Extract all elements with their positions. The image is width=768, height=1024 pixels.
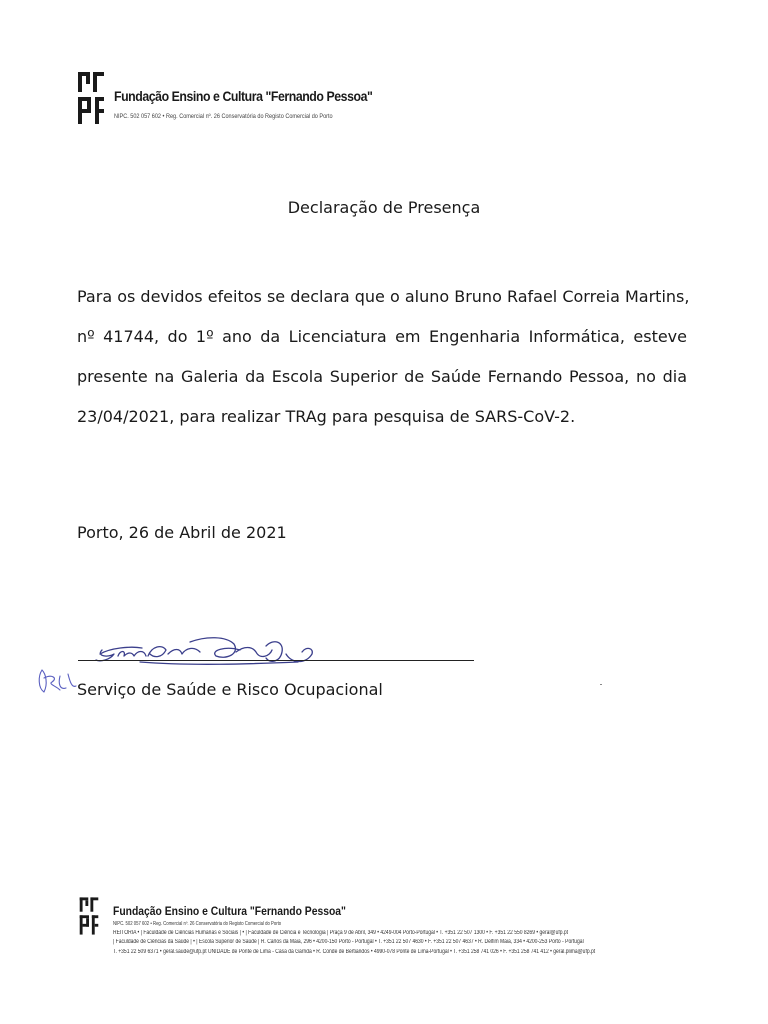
footer-address-line: REITORIA • | Faculdade de Ciências Humanas e Sociais | • | Faculdade de Ciência e Tecnologia | Praça 9 de Abril, 349 • 4249-004 Porto-Portugal • T. +351 22 507 1300 • F. +351 22 550 8269 • geral@ufp.pt <box>113 930 569 936</box>
body-line: 23/04/2021, para realizar TRAg para pesquisa de SARS-CoV-2. <box>77 407 576 426</box>
signature-line <box>78 660 474 661</box>
signatory-department: Serviço de Saúde e Risco Ocupacional <box>77 680 383 699</box>
ufp-logo-icon <box>76 896 102 936</box>
scan-speck <box>600 684 602 685</box>
place-and-date: Porto, 26 de Abril de 2021 <box>77 523 287 542</box>
document-title: Declaração de Presença <box>287 198 481 217</box>
footer-address-line: T. +351 22 509 6371 • geral.saude@ufp.pt UNIDADE de Ponte de Lima - Casa da Garrida • R. Conde de Bertiandos • 4990-078 Ponte de Lima-Portugal • T. +351 258 741 026 • F. +351 258 741 412 • geral.plima@ufp.pt <box>113 948 596 955</box>
footer-organization-name: Fundação Ensino e Cultura "Fernando Pessoa" <box>113 906 346 918</box>
ufp-logo-icon <box>76 70 106 126</box>
header-organization-name: Fundação Ensino e Cultura "Fernando Pessoa" <box>114 88 373 104</box>
header-registration: NIPC. 502 057 602 • Reg. Comercial nº. 26 Conservatória do Registo Comercial do Porto <box>114 113 333 120</box>
declaration-body <box>77 285 690 445</box>
body-line: nº 41744, do 1º ano da Licenciatura em Engenharia Informática, esteve <box>77 327 687 346</box>
body-line: presente na Galeria da Escola Superior de Saúde Fernando Pessoa, no dia <box>77 367 687 386</box>
footer-address-line: | Faculdade de Ciências da Saúde | • | Escola Superior de Saúde | R. Carlos da Maia, 296 • 4200-150 Porto - Portugal • T. +351 22 507 4630 • F. +351 22 507 4637 • R. Delfim Maia, 334 • 4200-253 Porto - Portugal <box>113 939 584 946</box>
footer-registration: NIPC. 502 057 602 • Reg. Comercial nº. 26 Conservatória do Registo Comercial do Porto <box>113 921 282 927</box>
footer-address-block <box>113 929 723 957</box>
body-line: Para os devidos efeitos se declara que o aluno Bruno Rafael Correia Martins, <box>77 287 690 306</box>
